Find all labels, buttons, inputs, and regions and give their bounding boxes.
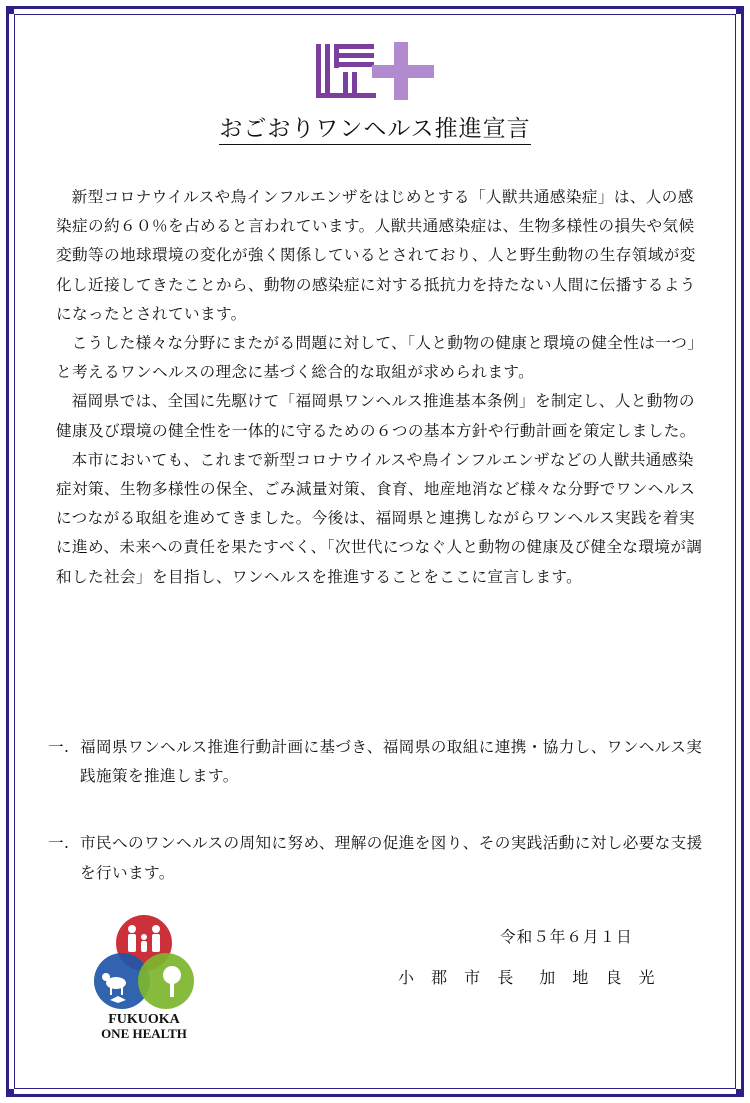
border-corner (736, 1089, 744, 1097)
logo-text-line1: FUKUOKA (108, 1012, 180, 1027)
paragraph: こうした様々な分野にまたがる問題に対して、「人と動物の健康と環境の健全性は一つ」と考えるワンヘルスの理念に基づく総合的な取組が求められます。 (56, 334, 704, 382)
signer-name: 加 地 良 光 (539, 968, 661, 987)
pledge-item (48, 733, 708, 791)
pledge-mark: 一. (48, 738, 70, 756)
border-corner (6, 1089, 14, 1097)
pledge-mark: 一. (48, 834, 70, 853)
border-corner (736, 6, 744, 14)
border-corner (6, 6, 14, 14)
pledge-item (48, 829, 708, 887)
pledge-text: 市民へのワンヘルスの周知に努め、理解の促進を図り、その実践活動に対し必要な支援を行います。 (80, 834, 703, 882)
signer-title: 小 郡 市 長 (398, 968, 520, 987)
logo-text-line2: ONE HEALTH (101, 1026, 187, 1041)
pledge-text: 福岡県ワンヘルス推進行動計画に基づき、福岡県の取組に連携・協力し、ワンヘルス実践施策を推進します。 (80, 738, 703, 786)
fukuoka-one-health-logo (80, 905, 208, 1045)
pledge-list (48, 733, 708, 926)
page-title: おごおりワンヘルス推進宣言 (0, 110, 750, 143)
declaration-date: 令和５年６月１日 (500, 928, 633, 946)
paragraph: 本市においても、これまで新型コロナウイルスや鳥インフルエンザなどの人獣共通感染症対策、生物多様性の保全、ごみ減量対策、食育、地産地消など様々な分野でワンヘルスにつながる取組を進めてきました。今後は、福岡県と連携しながらワンヘルス実践を着実に進め、未来への責任を果たすべく、「次世代につなぐ人と動物の健康及び健全な環境が調和した社会」を目指し、ワンヘルスを推進することをここに宣言します。 (56, 450, 703, 586)
paragraph: 福岡県では、全国に先駆けて「福岡県ワンヘルス推進基本条例」を制定し、人と動物の健康及び環境の健全性を一体的に守るための６つの基本方針や行動計画を策定しました。 (56, 392, 696, 440)
declaration-body (56, 183, 708, 592)
paragraph: 新型コロナウイルスや鳥インフルエンザをはじめとする「人獣共通感染症」は、人の感染症の約６０％を占めると言われています。人獣共通感染症は、生物多様性の損失や気候変動等の地球環境の変化が強く関係しているとされており、人と野生動物の生存領域が変化し近接してきたことから、動物の感染症に対する抵抗力を持たない人間に伝播するようになったとされています。 (56, 188, 696, 323)
signature-line (398, 965, 661, 988)
city-emblem-logo (316, 42, 434, 100)
